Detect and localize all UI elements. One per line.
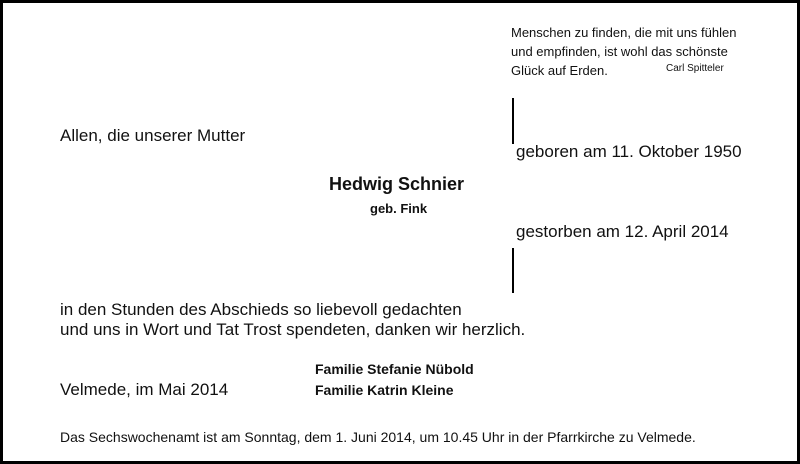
death-date: gestorben am 12. April 2014 xyxy=(516,222,729,241)
quote-author: Carl Spitteler xyxy=(666,63,724,74)
quote-line: Menschen zu finden, die mit uns fühlen xyxy=(511,25,737,40)
maiden-name: geb. Fink xyxy=(370,201,428,216)
quote-line: Glück auf Erden. xyxy=(511,63,608,78)
place-date: Velmede, im Mai 2014 xyxy=(60,380,229,399)
service-note: Das Sechswochenamt ist am Sonntag, dem 1. Juni 2014, um 10.45 Uhr in der Pfarrkirche zu Velmede. xyxy=(60,429,696,445)
life-line-top xyxy=(512,98,514,144)
thanks-line: in den Stunden des Abschieds so liebevoll gedachten xyxy=(60,300,462,319)
family-signature: Familie Katrin Kleine xyxy=(315,382,454,398)
intro-text: Allen, die unserer Mutter xyxy=(60,126,246,145)
life-line-bottom xyxy=(512,248,514,293)
quote-line: und empfinden, ist wohl das schönste xyxy=(511,44,728,59)
birth-date: geboren am 11. Oktober 1950 xyxy=(516,142,742,161)
deceased-name: Hedwig Schnier xyxy=(329,174,465,194)
family-signature: Familie Stefanie Nübold xyxy=(315,361,474,377)
thanks-line: und uns in Wort und Tat Trost spendeten, danken wir herzlich. xyxy=(60,320,526,339)
